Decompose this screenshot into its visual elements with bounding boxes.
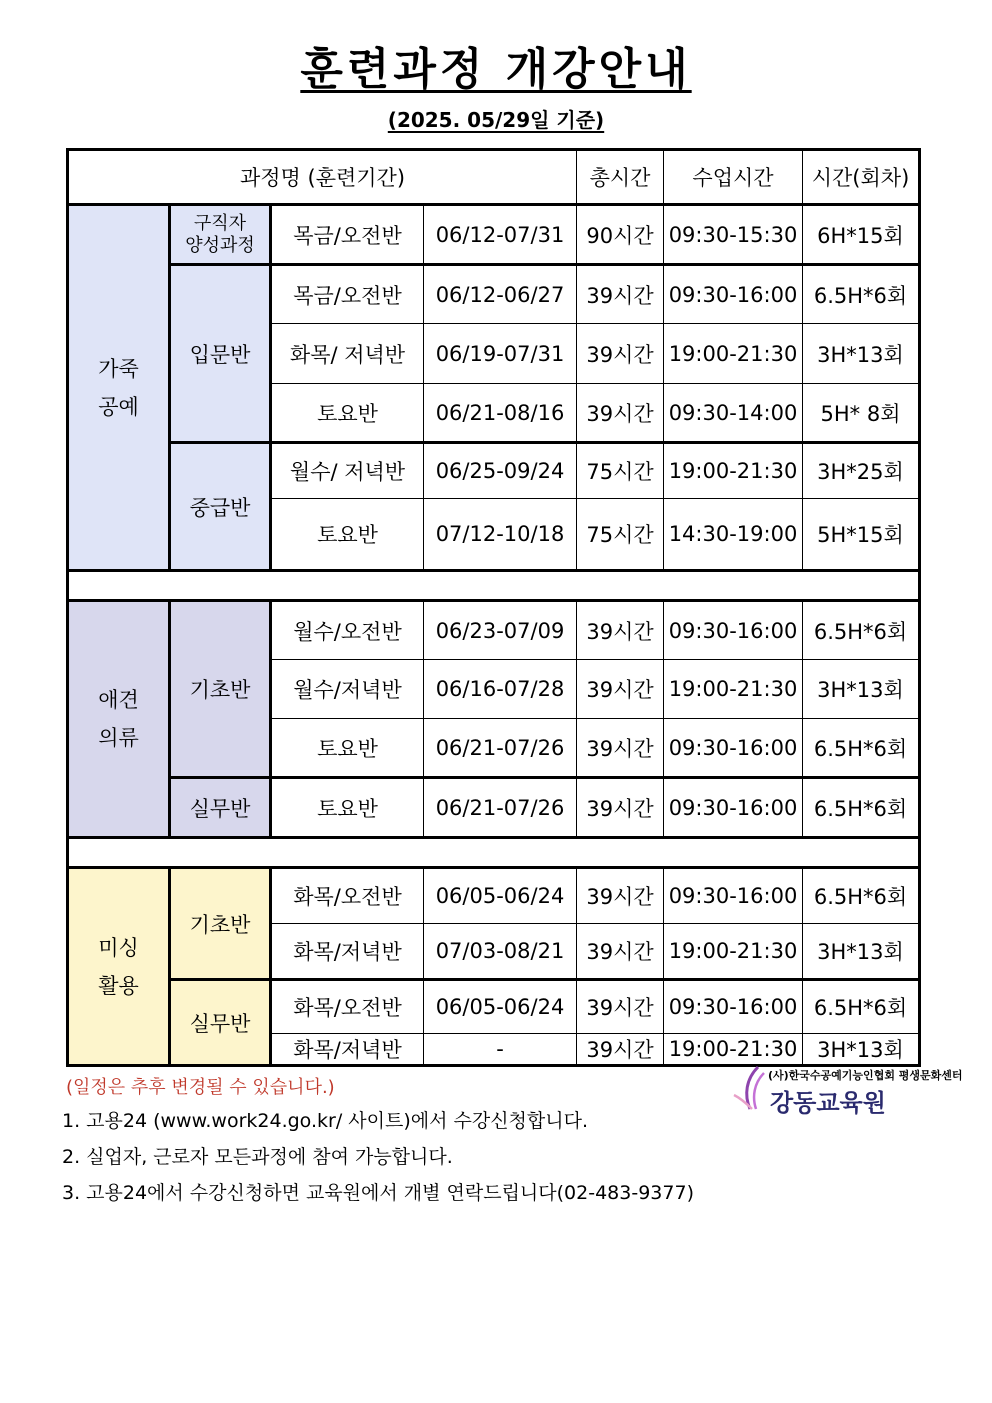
subgroup-name-cell: 구직자 양성과정 xyxy=(170,205,271,265)
cell-time: 19:00-21:30 xyxy=(664,1034,803,1066)
cell-time: 09:30-16:00 xyxy=(664,265,803,324)
cell-sess: 6H*15회 xyxy=(803,205,920,265)
group-name-cell: 미싱 활용 xyxy=(68,868,170,1066)
cell-time: 19:00-21:30 xyxy=(664,443,803,499)
cell-cls: 토요반 xyxy=(271,499,424,571)
schedule-change-notice: (일정은 추후 변경될 수 있습니다.) xyxy=(66,1077,335,1098)
table-row xyxy=(68,443,920,499)
cell-time: 09:30-15:30 xyxy=(664,205,803,265)
table-row xyxy=(68,868,920,924)
subgroup-name-cell: 중급반 xyxy=(170,443,271,571)
cell-total: 39시간 xyxy=(577,324,664,384)
table-row xyxy=(68,601,920,660)
cell-time: 09:30-14:00 xyxy=(664,384,803,443)
table-row xyxy=(68,980,920,1034)
cell-period: 06/05-06/24 xyxy=(424,980,577,1034)
table-row xyxy=(68,205,920,265)
cell-time: 09:30-16:00 xyxy=(664,601,803,660)
cell-period: 07/03-08/21 xyxy=(424,924,577,980)
cell-sess: 3H*13회 xyxy=(803,924,920,980)
cell-total: 75시간 xyxy=(577,499,664,571)
cell-time: 19:00-21:30 xyxy=(664,924,803,980)
cell-cls: 화목/오전반 xyxy=(271,980,424,1034)
cell-cls: 월수/ 저녁반 xyxy=(271,443,424,499)
table-header-row xyxy=(68,150,920,205)
subgroup-name-cell: 기초반 xyxy=(170,601,271,778)
subgroup-name-cell: 기초반 xyxy=(170,868,271,980)
logo-subtext: (사)한국수공예기능인협회 평생문화센터 xyxy=(768,1069,963,1082)
spacer-cell xyxy=(68,838,920,868)
cell-period: 06/21-07/26 xyxy=(424,778,577,838)
cell-period: 06/12-06/27 xyxy=(424,265,577,324)
cell-total: 39시간 xyxy=(577,1034,664,1066)
cell-total: 39시간 xyxy=(577,778,664,838)
cell-total: 39시간 xyxy=(577,660,664,719)
note-2: 2. 실업자, 근로자 모든과정에 참여 가능합니다. xyxy=(62,1146,453,1168)
cell-cls: 월수/오전반 xyxy=(271,601,424,660)
cell-sess: 5H*15회 xyxy=(803,499,920,571)
group-name-cell: 가죽 공예 xyxy=(68,205,170,571)
page-title: 훈련과정 개강안내 xyxy=(300,44,692,95)
header-class-time: 수업시간 xyxy=(664,150,803,205)
page-subtitle: (2025. 05/29일 기준) xyxy=(387,108,605,132)
cell-period: 06/16-07/28 xyxy=(424,660,577,719)
cell-total: 39시간 xyxy=(577,265,664,324)
subgroup-name-cell: 입문반 xyxy=(170,265,271,443)
cell-cls: 토요반 xyxy=(271,384,424,443)
cell-sess: 3H*13회 xyxy=(803,324,920,384)
logo xyxy=(728,1065,963,1117)
cell-time: 09:30-16:00 xyxy=(664,868,803,924)
cell-time: 09:30-16:00 xyxy=(664,778,803,838)
cell-cls: 월수/저녁반 xyxy=(271,660,424,719)
cell-period: - xyxy=(424,1034,577,1066)
cell-period: 06/21-07/26 xyxy=(424,719,577,778)
cell-total: 39시간 xyxy=(577,924,664,980)
spacer-cell xyxy=(68,571,920,601)
cell-total: 39시간 xyxy=(577,601,664,660)
cell-time: 09:30-16:00 xyxy=(664,980,803,1034)
table-row xyxy=(68,778,920,838)
cell-period: 06/23-07/09 xyxy=(424,601,577,660)
cell-cls: 화목/ 저녁반 xyxy=(271,324,424,384)
cell-time: 14:30-19:00 xyxy=(664,499,803,571)
cell-sess: 3H*25회 xyxy=(803,443,920,499)
cell-period: 06/12-07/31 xyxy=(424,205,577,265)
cell-time: 19:00-21:30 xyxy=(664,324,803,384)
cell-total: 39시간 xyxy=(577,719,664,778)
cell-sess: 6.5H*6회 xyxy=(803,868,920,924)
cell-period: 06/21-08/16 xyxy=(424,384,577,443)
note-1: 1. 고용24 (www.work24.go.kr/ 사이트)에서 수강신청합니다. xyxy=(62,1110,588,1132)
cell-total: 39시간 xyxy=(577,384,664,443)
table-row xyxy=(68,265,920,324)
group-spacer-row xyxy=(68,571,920,601)
cell-cls: 토요반 xyxy=(271,778,424,838)
logo-name: 강동교육원 xyxy=(770,1089,886,1117)
cell-period: 06/25-09/24 xyxy=(424,443,577,499)
cell-sess: 6.5H*6회 xyxy=(803,980,920,1034)
cell-cls: 화목/저녁반 xyxy=(271,924,424,980)
schedule-table xyxy=(66,148,921,1067)
header-course: 과정명 (훈련기간) xyxy=(68,150,577,205)
cell-sess: 6.5H*6회 xyxy=(803,719,920,778)
logo-mark-icon xyxy=(728,1065,772,1111)
cell-sess: 6.5H*6회 xyxy=(803,778,920,838)
cell-total: 39시간 xyxy=(577,980,664,1034)
cell-time: 19:00-21:30 xyxy=(664,660,803,719)
cell-cls: 목금/오전반 xyxy=(271,265,424,324)
cell-cls: 토요반 xyxy=(271,719,424,778)
cell-total: 75시간 xyxy=(577,443,664,499)
subgroup-name-cell: 실무반 xyxy=(170,778,271,838)
cell-cls: 화목/오전반 xyxy=(271,868,424,924)
cell-sess: 6.5H*6회 xyxy=(803,601,920,660)
group-spacer-row xyxy=(68,838,920,868)
cell-sess: 3H*13회 xyxy=(803,660,920,719)
cell-period: 06/19-07/31 xyxy=(424,324,577,384)
cell-sess: 5H* 8회 xyxy=(803,384,920,443)
cell-sess: 6.5H*6회 xyxy=(803,265,920,324)
cell-sess: 3H*13회 xyxy=(803,1034,920,1066)
group-name-cell: 애견 의류 xyxy=(68,601,170,838)
cell-total: 39시간 xyxy=(577,868,664,924)
cell-period: 07/12-10/18 xyxy=(424,499,577,571)
subgroup-name-cell: 실무반 xyxy=(170,980,271,1066)
header-total: 총시간 xyxy=(577,150,664,205)
cell-cls: 화목/저녁반 xyxy=(271,1034,424,1066)
cell-total: 90시간 xyxy=(577,205,664,265)
note-3: 3. 고용24에서 수강신청하면 교육원에서 개별 연락드립니다(02-483-9377) xyxy=(62,1182,694,1204)
header-sessions: 시간(회차) xyxy=(803,150,920,205)
cell-time: 09:30-16:00 xyxy=(664,719,803,778)
cell-period: 06/05-06/24 xyxy=(424,868,577,924)
cell-cls: 목금/오전반 xyxy=(271,205,424,265)
